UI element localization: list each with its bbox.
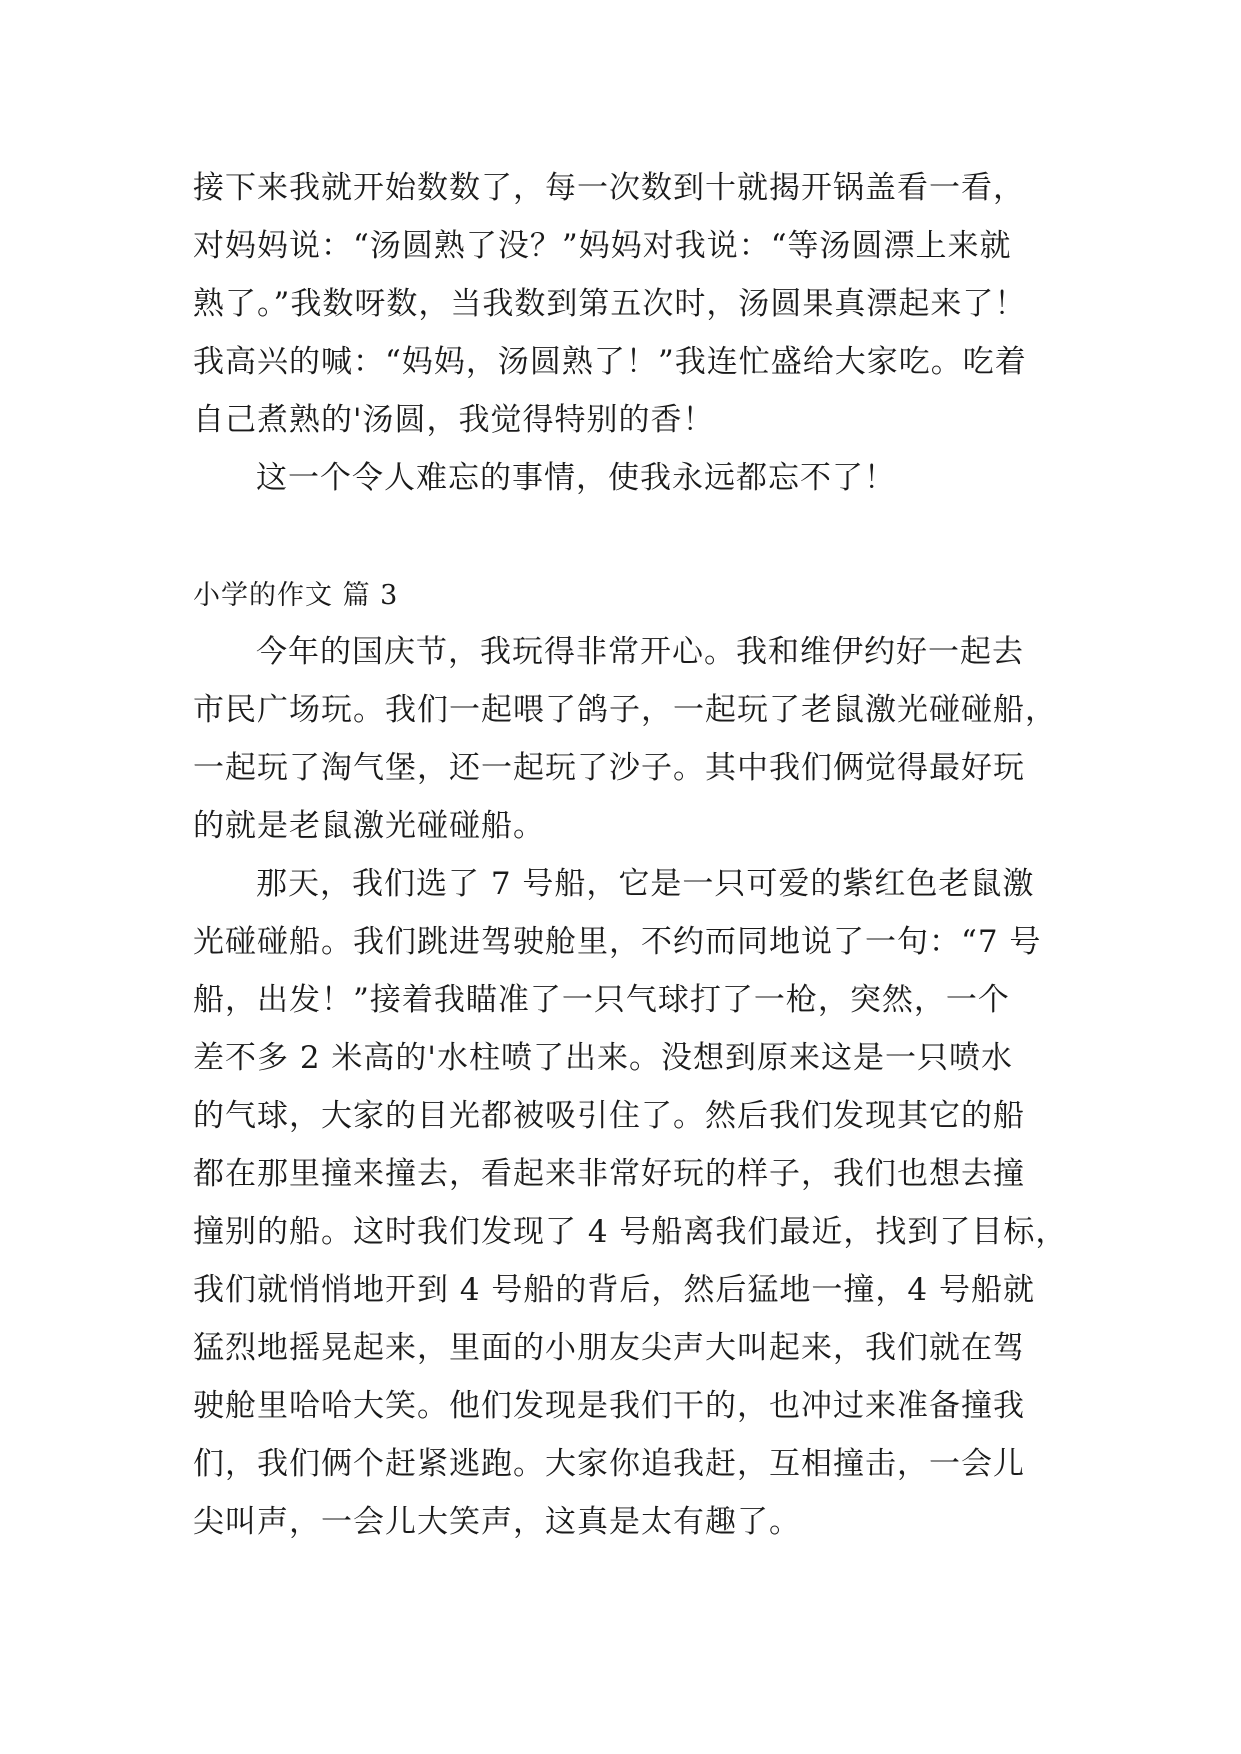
paragraph-line: 的就是老鼠激光碰碰船。 [193,808,545,844]
paragraph-line: 那天，我们选了 7 号船，它是一只可爱的紫红色老鼠激 [256,866,1035,902]
paragraph-line: 我高兴的喊：“妈妈，汤圆熟了！”我连忙盛给大家吃。吃着 [193,344,1027,380]
paragraph-line: 尖叫声，一会儿大笑声，这真是太有趣了。 [193,1504,801,1540]
paragraph-line: 都在那里撞来撞去，看起来非常好玩的样子，我们也想去撞 [193,1156,1025,1192]
paragraph-line: 这一个令人难忘的事情，使我永远都忘不了！ [256,460,896,496]
paragraph-line: 船，出发！”接着我瞄准了一只气球打了一枪，突然，一个 [193,982,1010,1018]
paragraph-line: 自己煮熟的'汤圆，我觉得特别的香！ [193,402,715,438]
paragraph-line: 市民广场玩。我们一起喂了鸽子，一起玩了老鼠激光碰碰船， [193,692,1057,728]
essay-heading: 小学的作文 篇 3 [193,580,399,611]
paragraph-line: 撞别的船。这时我们发现了 4 号船离我们最近，找到了目标， [193,1214,1068,1250]
paragraph-line: 今年的国庆节，我玩得非常开心。我和维伊约好一起去 [256,634,1024,670]
paragraph-line: 对妈妈说：“汤圆熟了没？”妈妈对我说：“等汤圆漂上来就 [193,228,1012,264]
paragraph-line: 猛烈地摇晃起来，里面的小朋友尖声大叫起来，我们就在驾 [193,1330,1025,1366]
paragraph-line: 光碰碰船。我们跳进驾驶舱里，不约而同地说了一句：“7 号 [193,924,1042,960]
paragraph-line: 我们就悄悄地开到 4 号船的背后，然后猛地一撞，4 号船就 [193,1272,1036,1308]
paragraph-line: 一起玩了淘气堡，还一起玩了沙子。其中我们俩觉得最好玩 [193,750,1025,786]
paragraph-line: 接下来我就开始数数了，每一次数到十就揭开锅盖看一看， [193,170,1025,206]
paragraph-line: 驶舱里哈哈大笑。他们发现是我们干的，也冲过来准备撞我 [193,1388,1025,1424]
paragraph-line: 差不多 2 米高的'水柱喷了出来。没想到原来这是一只喷水 [193,1040,1013,1076]
paragraph-line: 们，我们俩个赶紧逃跑。大家你追我赶，互相撞击，一会儿 [193,1446,1025,1482]
paragraph-line: 熟了。”我数呀数，当我数到第五次时，汤圆果真漂起来了！ [193,286,1027,322]
paragraph-line: 的气球，大家的目光都被吸引住了。然后我们发现其它的船 [193,1098,1025,1134]
